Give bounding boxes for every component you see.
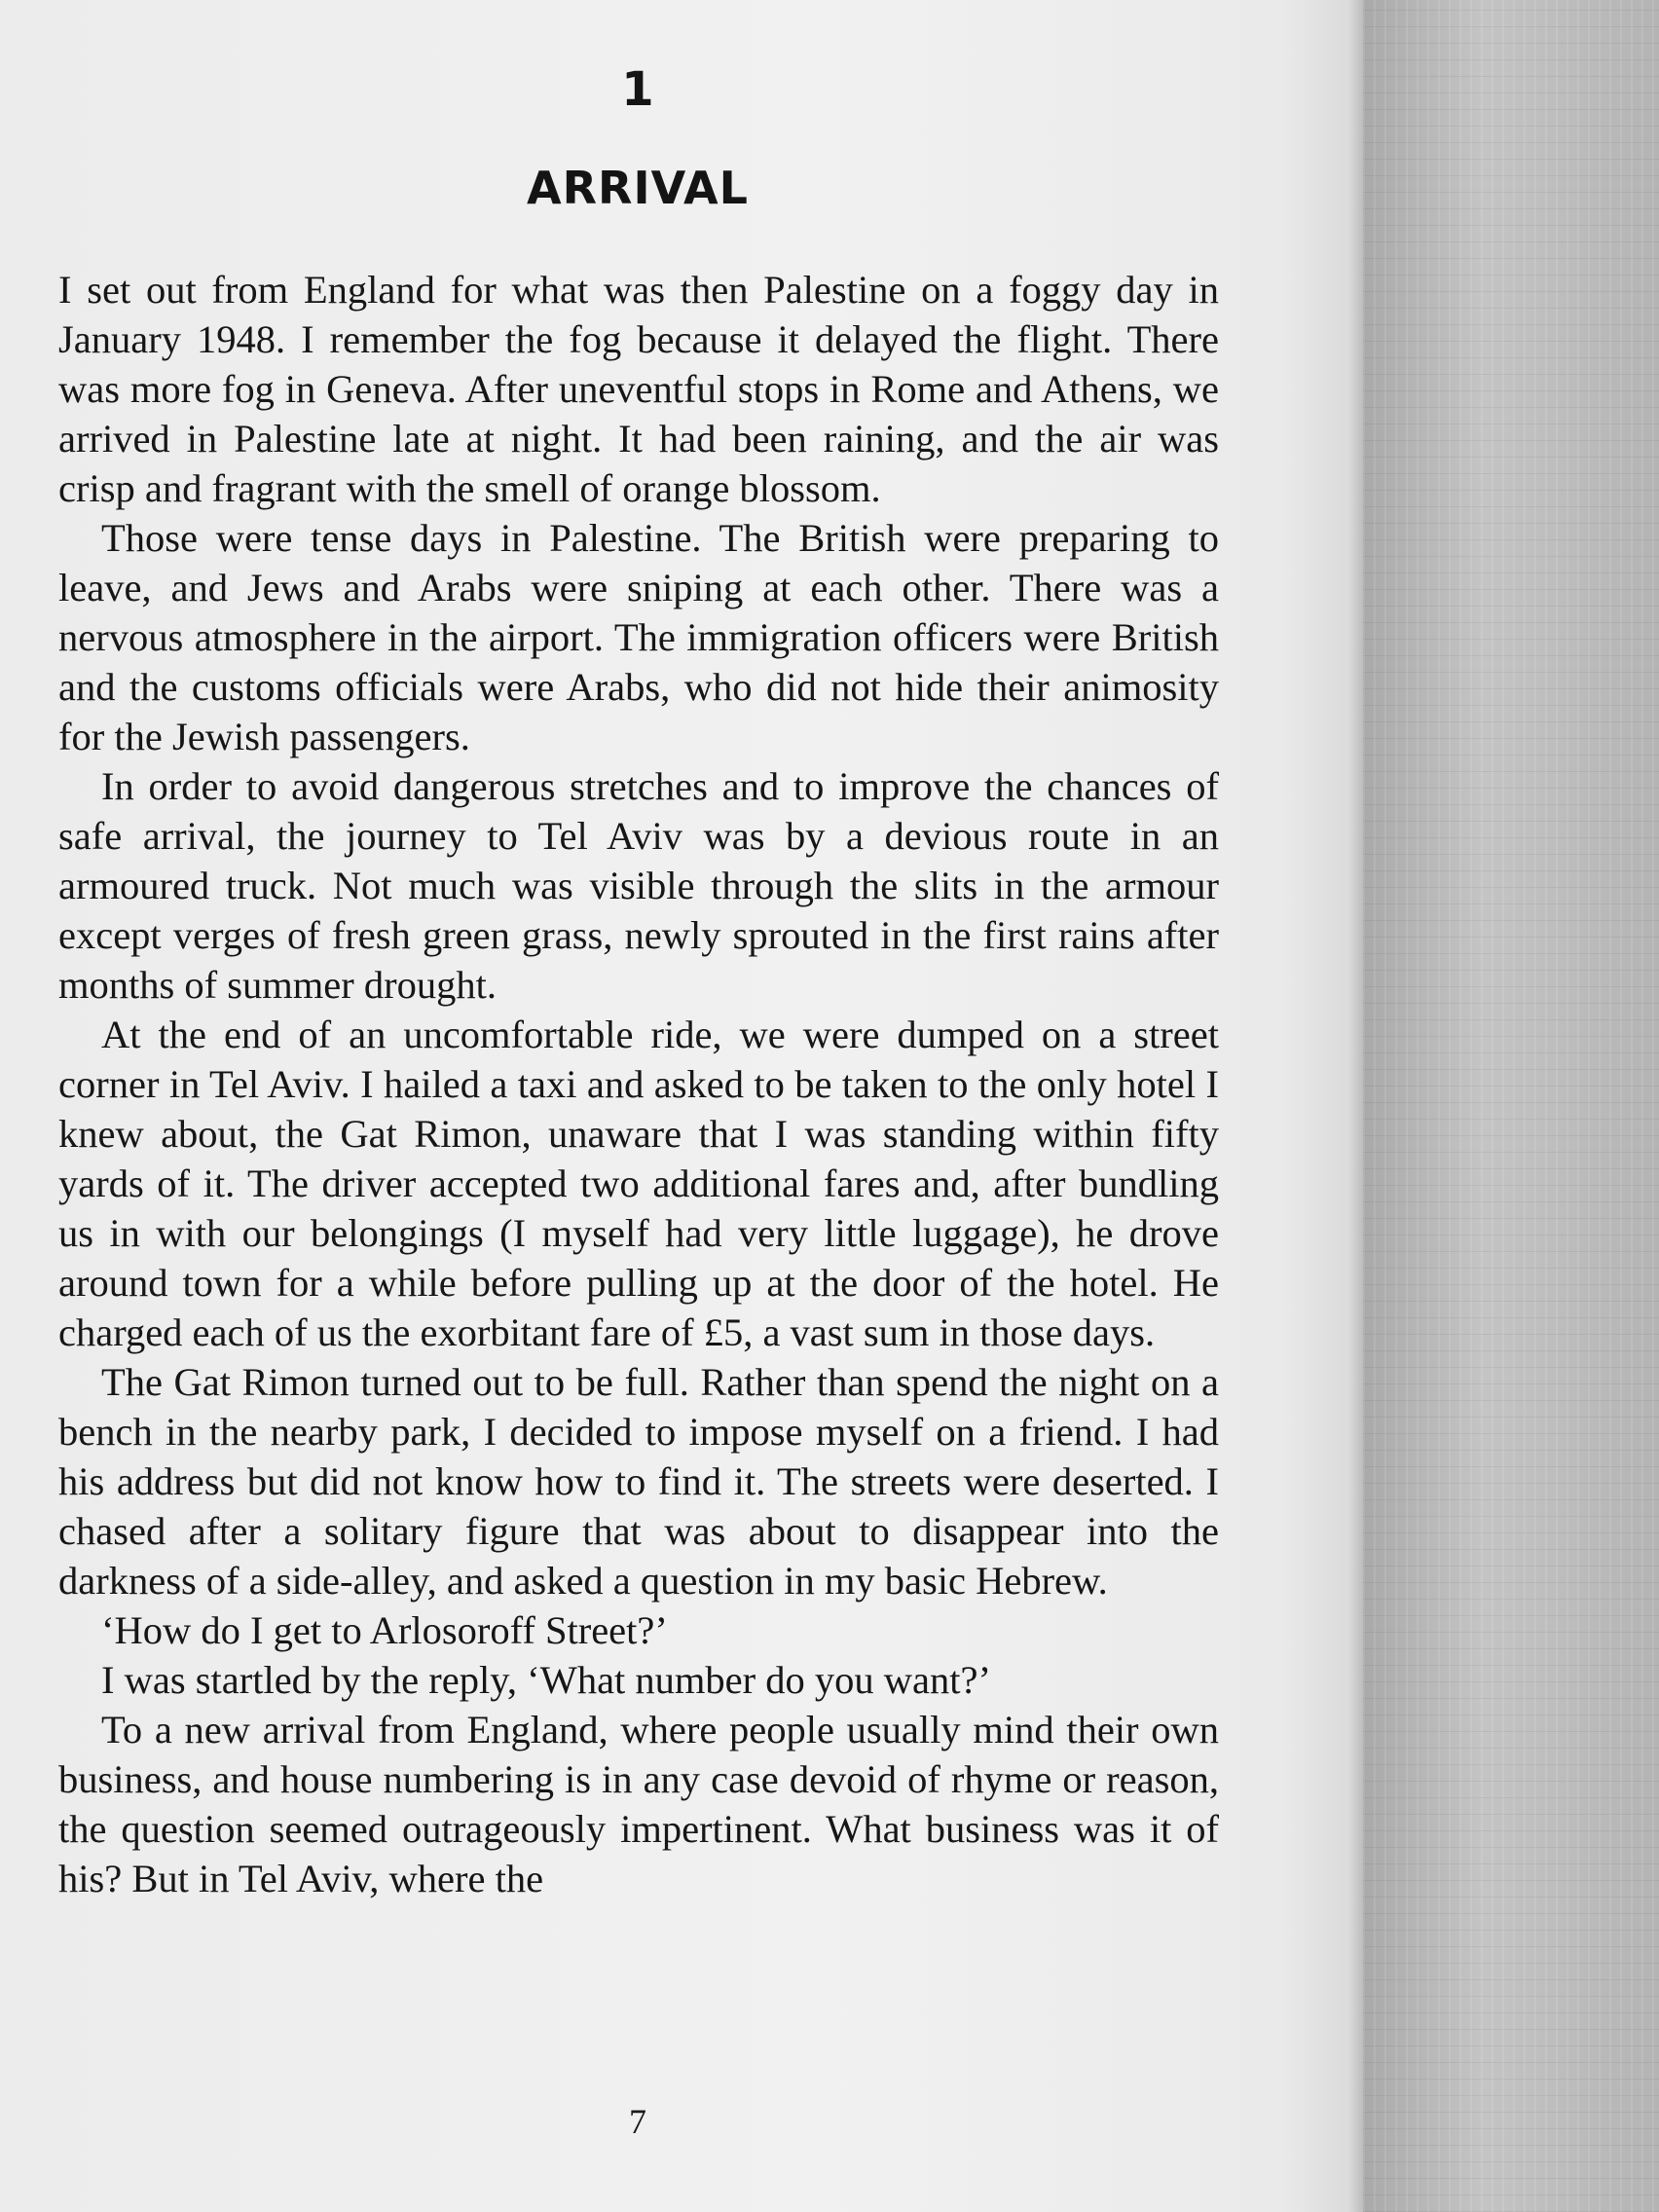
chapter-number: 1: [621, 62, 654, 117]
background-surface: [1363, 0, 1659, 2212]
paragraph-4: At the end of an uncomfortable ride, we were dumped on a street corner in Tel Aviv. I hailed a taxi and asked to be taken to the only hotel I knew about, the Gat Rimon, unaware that I was standing within fifty yards of it. The driver accepted two additional fares and, after bundling us in with our belongings (I myself had very little luggage), he drove around town for a while before pulling up at the door of the hotel. He charged each of us the exorbitant fare of £5, a vast sum in those days.: [58, 1013, 1219, 1354]
paragraph-5: The Gat Rimon turned out to be full. Rather than spend the night on a bench in the nearby park, I decided to impose myself on a friend. I had his address but did not know how to find it. The streets were deserted. I chased after a solitary figure that was about to disappear into the darkness of a side-alley, and asked a question in my basic Hebrew.: [58, 1360, 1219, 1603]
paragraph-8: To a new arrival from England, where people usually mind their own business, and house numbering is in any case devoid of rhyme or reason, the question seemed outrageously impertinent. What business was it of his? But in Tel Aviv, where the: [58, 1708, 1219, 1900]
chapter-title: ARRIVAL: [527, 162, 749, 214]
paragraph-3: In order to avoid dangerous stretches and to improve the chances of safe arrival, the journey to Tel Aviv was by a devious route in an armoured truck. Not much was visible through the slits in the armour except verges of fresh green grass, newly sprouted in the first rains after months of summer drought.: [58, 764, 1219, 1007]
paragraph-1: I set out from England for what was then Palestine on a foggy day in January 1948. I remember the fog because it delayed the flight. There was more fog in Geneva. After uneventful stops in Rome and Athens, we arrived in Palestine late at night. It had been raining, and the air was crisp and fragrant with the smell of orange blossom.: [58, 268, 1219, 510]
paragraph-2: Those were tense days in Palestine. The British were preparing to leave, and Jews and Arabs were sniping at each other. There was a nervous atmosphere in the airport. The immigration officers were British and the customs officials were Arabs, who did not hide their animosity for the Jewish passengers.: [58, 516, 1219, 758]
dialogue-reply: I was startled by the reply, ‘What number do you want?’: [101, 1658, 991, 1702]
page-edge-shadow: [1348, 0, 1363, 2212]
page-number: 7: [629, 2102, 646, 2141]
chapter-body: [58, 265, 1219, 1903]
dialogue-question: ‘How do I get to Arlosoroff Street?’: [101, 1608, 668, 1652]
